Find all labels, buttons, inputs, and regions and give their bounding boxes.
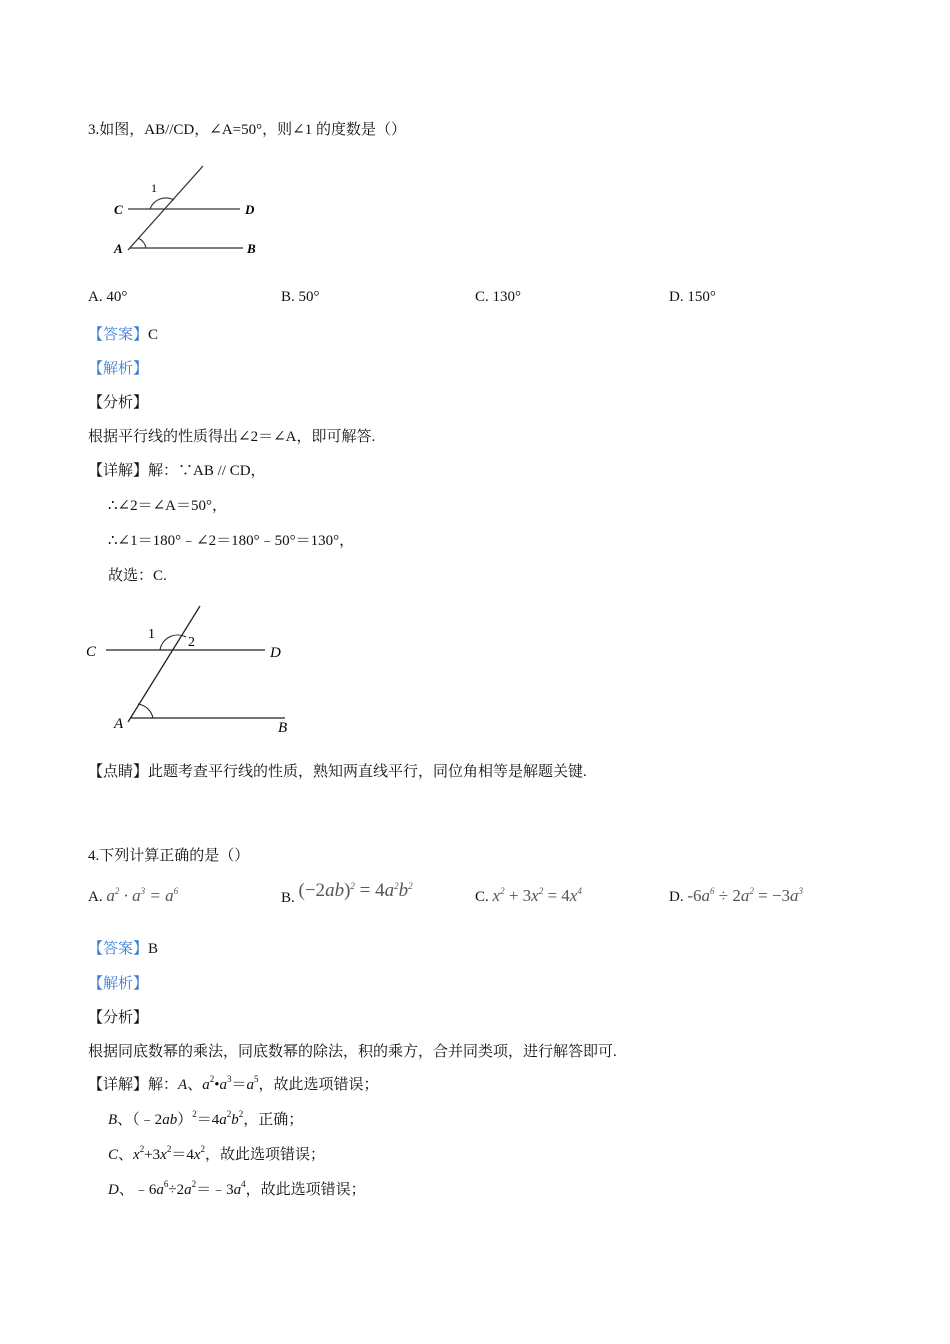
fig2-label-a: A <box>114 716 124 732</box>
q3-step-3: ∴∠1＝180°﹣∠2＝180°﹣50°＝130°， <box>108 533 355 549</box>
q4-option-d: D. $-6a^6 \div 2a^2 = -3a^3$ <box>669 886 804 905</box>
q4-answer-tag: 【答案】 <box>88 941 149 957</box>
q4-option-a: A. $a^2 \cdot a^3 = a^6$ <box>88 886 179 905</box>
q3-fenxi-text: 根据平行线的性质得出∠2＝∠A，即可解答. <box>88 429 376 445</box>
fig2-label-d: D <box>270 645 281 661</box>
fig1-label-1: 1 <box>151 181 157 195</box>
q3-step-2: ∴∠2＝∠A＝50°， <box>108 498 228 514</box>
q3-jiexi: 【解析】 <box>88 361 149 377</box>
q4-jiexi: 【解析】 <box>88 976 149 992</box>
q3-answer-tag: 【答案】 <box>88 327 149 343</box>
q4-xiangjie-b: B、$(﹣2ab)^2=4a^2b^2$，正确； <box>108 1109 304 1128</box>
q4-xiangjie-c: C、$x^2+3x^2=4x^2$，故此选项错误； <box>108 1144 326 1163</box>
fig2-label-1: 1 <box>148 627 155 642</box>
q3-option-c: C. 130° <box>475 289 522 305</box>
fig1-label-b: B <box>247 241 256 256</box>
q4-option-c: C. $x^2 + 3x^2 = 4x^4$ <box>475 886 582 905</box>
q4-stem: 4.下列计算正确的是（） <box>88 848 250 864</box>
fig1-label-a: A <box>114 241 123 256</box>
q4-answer-value: B <box>148 941 159 957</box>
q3-xiangjie: 【详解】解：∵AB // CD， <box>88 463 266 479</box>
q4-option-b: B. $(-2ab)^2 = 4a^2b^2$ <box>281 880 413 906</box>
q3-dianjing: 【点睛】此题考查平行线的性质，熟知两直线平行，同位角相等是解题关键. <box>88 764 587 780</box>
q4-xiangjie-d: D、$﹣6a^6\div 2a^2=﹣3a^4$，故此选项错误； <box>108 1179 366 1198</box>
q3-step-4: 故选：C. <box>108 568 167 584</box>
fig2-label-c: C <box>86 644 97 660</box>
fig2-label-2: 2 <box>188 635 195 650</box>
q3-figure <box>108 158 268 258</box>
q3-answer <box>88 323 158 344</box>
q4-answer <box>88 937 158 958</box>
q4-fenxi: 【分析】 <box>88 1010 149 1026</box>
q3-option-a: A. 40° <box>88 289 128 305</box>
fig1-label-d: D <box>245 202 255 217</box>
q3-option-d: D. 150° <box>669 289 716 305</box>
q3-fenxi: 【分析】 <box>88 395 149 411</box>
q3-stem: 3.如图，AB//CD，∠A=50°，则∠1 的度数是（） <box>88 122 406 138</box>
q3-answer-value: C <box>148 327 159 343</box>
q4-fenxi-text: 根据同底数幂的乘法，同底数幂的除法，积的乘方，合并同类项，进行解答即可. <box>88 1044 617 1060</box>
q3-option-b: B. 50° <box>281 289 320 305</box>
q3-figure-2 <box>80 600 310 740</box>
fig2-label-b: B <box>278 720 288 736</box>
q4-xiangjie-a: 【详解】解：A、$a^2•a^3=a^5$，故此选项错误； <box>88 1074 379 1093</box>
fig1-label-c: C <box>114 202 123 217</box>
